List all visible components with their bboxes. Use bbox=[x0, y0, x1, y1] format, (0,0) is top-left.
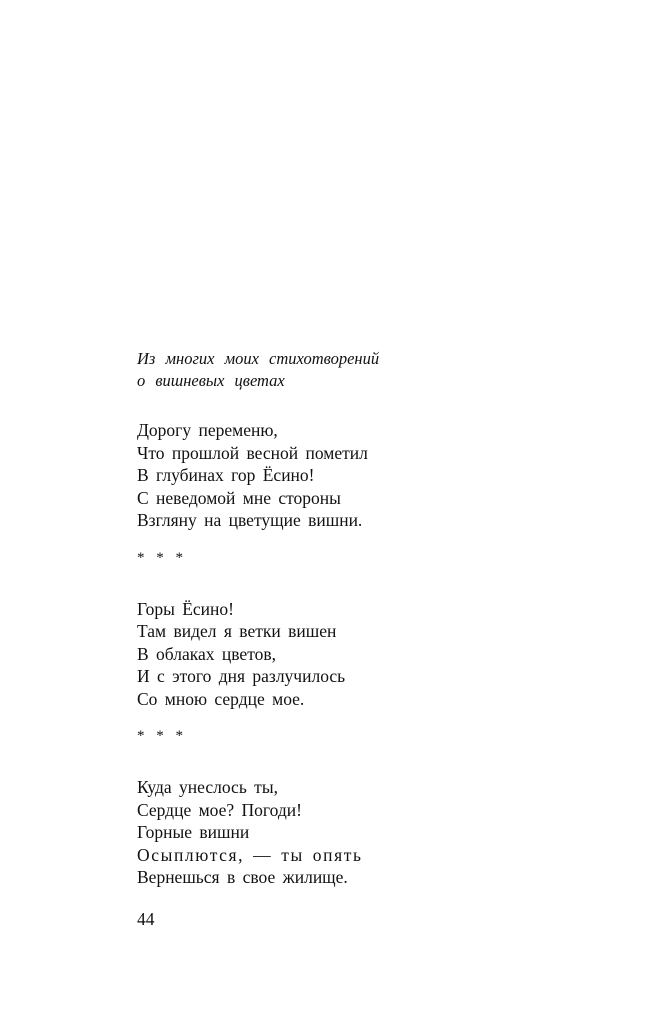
poem-line: Горы Ёсино! bbox=[137, 598, 234, 619]
heading-line: Из многих моих стихотворений bbox=[137, 349, 380, 368]
heading-line: о вишневых цветах bbox=[137, 371, 285, 390]
poem-line: Вернешься в свое жилище. bbox=[137, 867, 348, 887]
poem-3 bbox=[137, 776, 577, 889]
page-number: 44 bbox=[137, 909, 155, 929]
asterism-separator: * * * bbox=[137, 549, 183, 566]
poem-line: В облаках цветов, bbox=[137, 643, 276, 664]
poem-line: Сердце мое? Погоди! bbox=[137, 799, 303, 820]
poem-line: Там видел я ветки вишен bbox=[137, 621, 337, 641]
poem-line: Взгляну на цветущие вишни. bbox=[137, 510, 363, 530]
poem-line: И с этого дня разлучилось bbox=[137, 666, 346, 686]
poem-2 bbox=[137, 598, 577, 711]
poem-line: Дорогу переменю, bbox=[137, 420, 278, 440]
poem-1 bbox=[137, 419, 577, 532]
page-content bbox=[137, 348, 577, 889]
poem-line: В глубинах гор Ёсино! bbox=[137, 465, 315, 485]
poem-line: Что прошлой весной пометил bbox=[137, 442, 368, 463]
asterism-separator: * * * bbox=[137, 728, 183, 744]
poem-line: Осыплются, — ты опять bbox=[137, 844, 363, 865]
poem-line: Горные вишни bbox=[137, 822, 250, 842]
section-heading bbox=[137, 348, 577, 392]
poem-line: Со мною сердце мое. bbox=[137, 688, 305, 709]
poem-line: С неведомой мне стороны bbox=[137, 487, 341, 508]
poem-line: Куда унеслось ты, bbox=[137, 777, 278, 797]
